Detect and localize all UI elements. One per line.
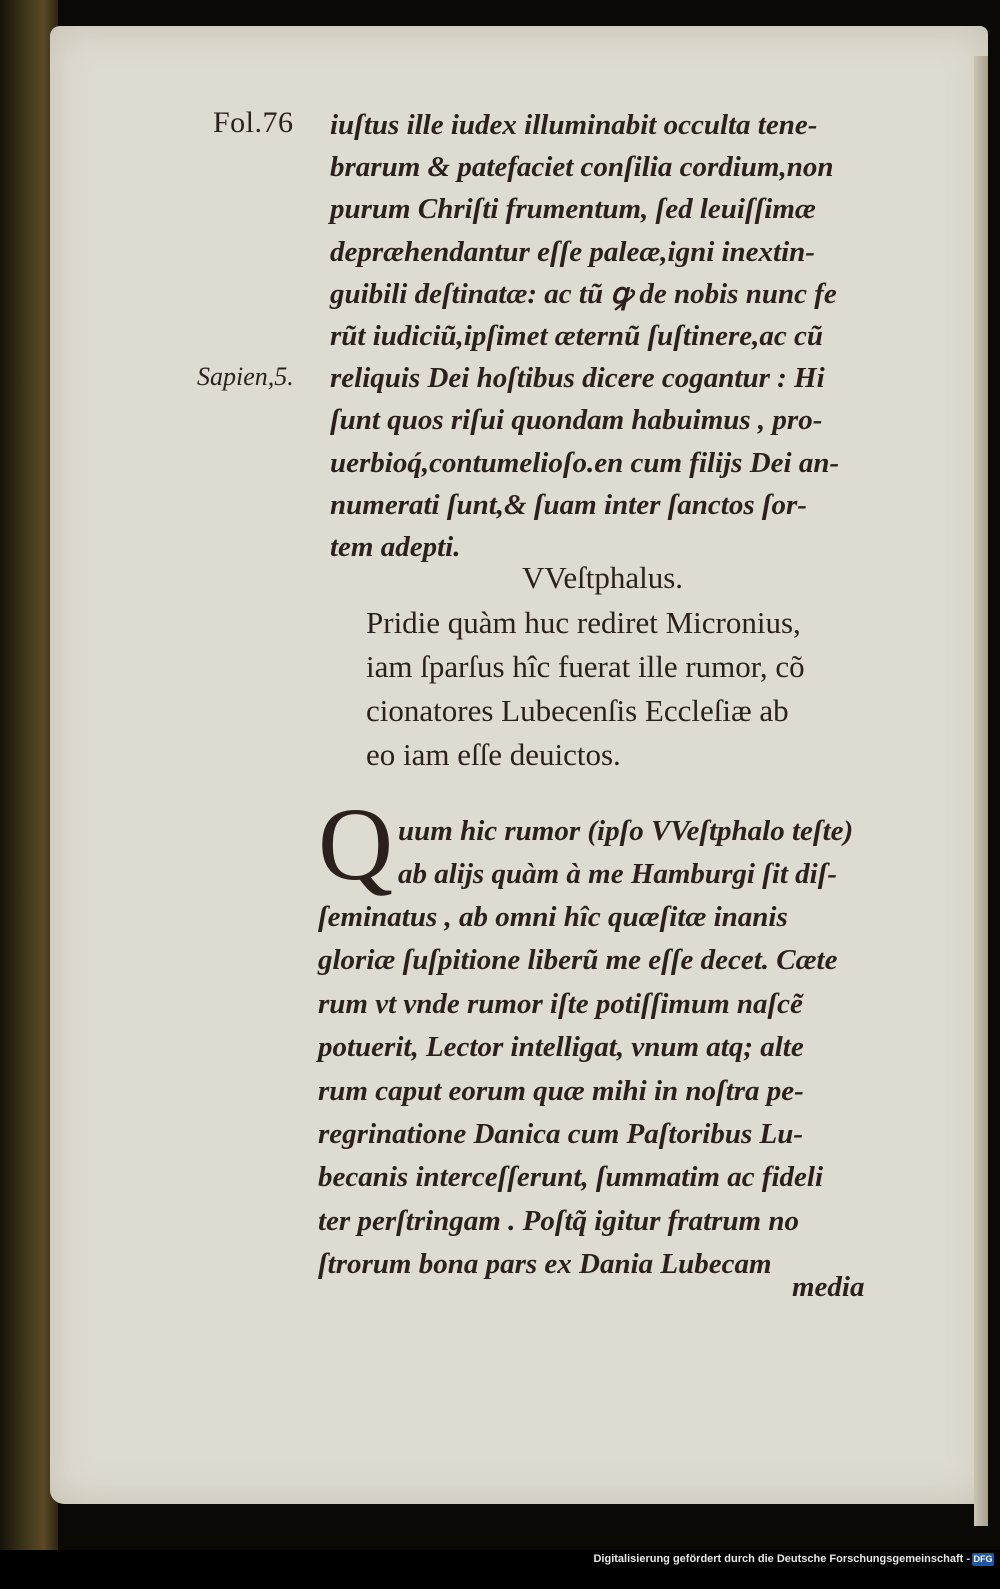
text-line: iuſtus ille iudex illuminabit occulta tene-	[330, 109, 818, 141]
text-line: eo iam eſſe deuictos.	[366, 737, 621, 772]
drop-cap: Q	[318, 787, 394, 902]
paragraph-1	[330, 104, 839, 568]
text-line: ter perſtringam . Poſtq̃ igitur fratrum no	[318, 1204, 799, 1237]
catchword: media	[792, 1271, 865, 1303]
text-line: uum hic rumor (ipſo VVeſtphalo teſte)	[398, 815, 854, 847]
marginal-note: Sapien,5.	[197, 362, 294, 391]
paragraph-2	[366, 601, 805, 777]
text-line: brarum & patefaciet conſilia cordium,non	[330, 151, 834, 184]
text-line: tem adepti.	[330, 531, 461, 564]
text-line: purum Chriſti frumentum, ſed leuiſſimæ	[330, 193, 816, 226]
footer-credit: Digitalisierung gefördert durch die Deutsche Forschungsgemeinschaft -	[593, 1553, 970, 1565]
text-line: becanis interceſſerunt, ſummatim ac fideli	[318, 1161, 824, 1194]
folio-number: Fol.76	[213, 106, 294, 139]
text-line: regrinatione Danica cum Paſtoribus Lu-	[318, 1118, 803, 1151]
text-line: rum caput eorum quæ mihi in noſtra pe-	[318, 1074, 804, 1107]
text-line: rũt iudiciũ,ipſimet æternũ ſuſtinere,ac cũ	[330, 320, 824, 353]
page-edge	[974, 56, 988, 1526]
text-line: rum vt vnde rumor iſte potiſſimum naſcẽ	[318, 987, 803, 1020]
text-line: uerbioq́,contumelioſo.en cum filijs Dei an-	[330, 446, 840, 479]
paragraph-3-opening	[398, 810, 853, 897]
text-line: ab alijs quàm à me Hamburgi ſit diſ-	[398, 858, 838, 891]
dfg-logo: DFG	[973, 1554, 993, 1564]
text-line: guibili deſtinatæ: ac tũ ꝙ de nobis nunc fe	[330, 277, 837, 310]
text-line: cionatores Lubecenſis Eccleſiæ ab	[366, 693, 789, 728]
text-line: ſtrorum bona pars ex Dania Lubecam	[318, 1248, 772, 1281]
text-line: reliquis Dei hoſtibus dicere cogantur : Hi	[330, 362, 825, 395]
text-line: potuerit, Lector intelligat, vnum atq; alte	[318, 1031, 804, 1064]
paragraph-3	[318, 896, 837, 1287]
text-line: ſeminatus , ab omni hîc quæſitæ inanis	[318, 901, 788, 933]
text-line: gloriæ ſuſpitione liberũ me eſſe decet. Cæte	[318, 944, 838, 977]
text-line: depræhendantur eſſe paleæ,igni inextin-	[330, 235, 815, 268]
text-line: ſunt quos riſui quondam habuimus , pro-	[330, 404, 823, 437]
text-line: numerati ſunt,& ſuam inter ſanctos ſor-	[330, 488, 807, 521]
section-heading: VVeſtphalus.	[522, 560, 684, 595]
text-line: iam ſparſus hîc fuerat ille rumor, cõ	[366, 649, 805, 684]
text-line: Pridie quàm huc rediret Micronius,	[366, 605, 801, 640]
